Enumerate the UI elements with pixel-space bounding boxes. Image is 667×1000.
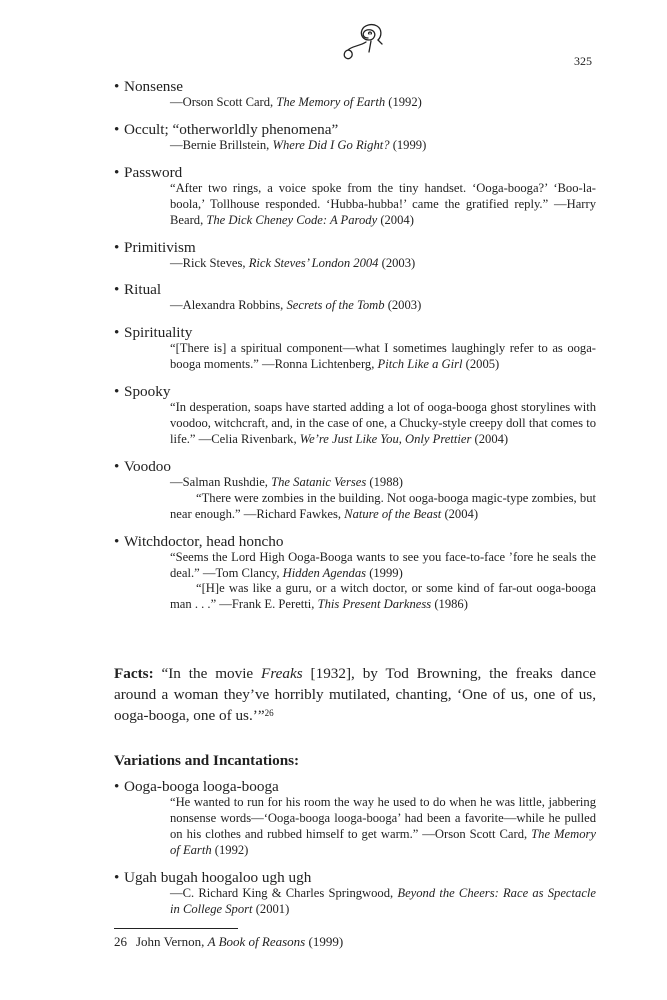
footnote-rule [114,928,238,929]
bullet-icon: • [114,238,120,256]
entry-heading-text: Spirituality [124,324,193,342]
bullet-icon: • [114,120,120,138]
spiral-doodle-icon [338,22,388,64]
citation [170,886,596,918]
citation-title: We’re Just Like You, Only Prettier [299,431,472,446]
citation-title: Rick Steves’ London 2004 [248,255,379,270]
entry [114,324,596,373]
variations-list [114,778,596,927]
facts-film-title: Freaks [261,665,303,682]
citation [170,795,596,859]
citation [170,298,596,314]
facts-text-before: “In the movie [153,665,262,682]
citation [170,138,596,154]
facts-text-after: [1932], by Tod Browning, the freaks dance around a woman they’ve horribly mutilated, chanting, ‘One of us, one of us, ooga-booga, one of us.’” [114,665,596,724]
citation-year: (1999) [389,137,427,152]
entry-heading [114,324,596,341]
citation-year: (1999) [366,565,403,580]
entry-heading [114,164,596,181]
citation-year: (2003) [378,255,416,270]
entry [114,869,596,918]
citation [170,341,596,373]
citation-title: Hidden Agendas [282,565,367,580]
entry-heading-text: Primitivism [124,238,196,256]
entry-heading [114,458,596,475]
citation-year: (1992) [211,842,249,857]
entry [114,281,596,314]
citation-year: (1986) [431,597,468,612]
bullet-icon: • [114,163,120,181]
page-number: 325 [574,54,592,68]
citation-text: —Salman Rushdie, [170,474,272,489]
bullet-icon: • [114,281,120,299]
citation-text: “Seems the Lord High Ooga-Booga wants to see you face-to-face ’fore he seals the deal.” —Tom Clancy, [170,549,596,580]
entry-heading [114,778,596,795]
entry-heading [114,78,596,95]
entry-list [114,78,596,623]
facts-label: Facts: [114,665,154,682]
citation-year: (2003) [384,298,422,313]
citation-title: Pitch Like a Girl [377,357,463,372]
entry-heading [114,533,596,550]
citation-text: “There were zombies in the building. Not ooga-booga magic-type zombies, but near enough.” —Richard Fawkes, [170,490,596,521]
variations-heading: Variations and Incantations: [114,752,300,769]
entry-heading [114,121,596,138]
entry [114,164,596,229]
entry-heading-text: Nonsense [124,78,184,95]
footnote [114,934,343,950]
citation-text: —Rick Steves, [170,255,249,270]
citation-text: —C. Richard King & Charles Springwood, [170,885,398,900]
citation-title: The Dick Cheney Code: A Parody [206,212,378,227]
bullet-icon: • [114,383,120,401]
citation-year: (2005) [462,357,500,372]
entry [114,458,596,523]
entry-heading-text: Ritual [124,281,162,299]
citation [170,550,596,582]
footnote-title: A Book of Reasons [207,934,306,949]
citation-title: Where Did I Go Right? [272,137,390,152]
citation [170,95,596,111]
citation-text: “After two rings, a voice spoke from the tiny handset. ‘Ooga-booga?’ ‘Boo-la-boola,’ Tollhouse responded. ‘Hubba-hubba!’ came the gratified reply.” —Harry Beard, [170,180,596,227]
entry-heading-text: Ooga-booga looga-booga [124,778,279,795]
entry [114,383,596,448]
entry-heading [114,239,596,256]
entry-heading [114,281,596,298]
entry-heading-text: Witchdoctor, head honcho [124,532,284,550]
citation [170,400,596,448]
citation-text: —Bernie Brillstein, [170,137,273,152]
entry-heading-text: Voodoo [124,457,171,475]
bullet-icon: • [114,778,120,795]
footnote-after: (1999) [305,934,344,949]
citation-text: —Alexandra Robbins, [170,298,287,313]
footnote-author: John Vernon, [136,934,208,949]
entry-heading-text: Password [124,163,183,181]
citation-year: (1988) [366,474,403,489]
citation-year: (1992) [385,95,422,109]
entry [114,533,596,614]
citation [170,181,596,229]
citation-text: “In desperation, soaps have started adding a lot of ooga-booga ghost storylines with voodoo, witchcraft, and, in the case of one, a Chucky-style creepy doll that comes to life.” —Celia Rivenbark, [170,400,596,446]
citation-year: (2004) [377,212,414,227]
citation-year: (2001) [252,901,290,916]
bullet-icon: • [114,78,120,95]
citation [170,256,596,272]
entry-heading [114,383,596,400]
entry [114,78,596,111]
bullet-icon: • [114,532,120,550]
citation-title: The Memory of Earth [276,95,386,109]
entry-heading [114,869,596,886]
entry [114,239,596,272]
entry-heading-text: Occult; “otherworldly phenomena” [124,120,339,138]
footnote-reference: 26 [264,708,274,718]
citation-year: (2004) [441,506,479,521]
entry [114,778,596,859]
citation [170,491,596,523]
citation-text: “[There is] a spiritual component—what I sometimes laughingly refer to as ooga-booga moments.” —Ronna Lichtenberg, [170,341,596,372]
footnote-number: 26 [114,934,127,949]
bullet-icon: • [114,457,120,475]
citation [170,475,596,491]
citation-text: —Orson Scott Card, [170,95,277,109]
citation-title: Nature of the Beast [344,506,442,521]
citation-text: “[H]e was like a guru, or a witch doctor, or some kind of far-out ooga-booga man . . .” —Frank E. Peretti, [170,581,596,612]
entry-heading-text: Spooky [124,383,171,401]
bullet-icon: • [114,324,120,342]
citation-title: The Memory of Earth [170,826,596,857]
citation [170,581,596,613]
citation-text: “He wanted to run for his room the way he used to do when he was little, jabbering nonsense words—‘Ooga-booga looga-booga’ had been a favorite—while he pulled on his clothes and rubbed himself to get warm.” —Orson Scott Card, [170,795,596,841]
bullet-icon: • [114,868,120,886]
citation-title: Beyond the Cheers: Race as Spectacle in College Sport [170,885,596,916]
citation-year: (2004) [471,431,509,446]
citation-title: This Present Darkness [317,597,432,612]
citation-title: The Satanic Verses [271,474,367,489]
entry [114,121,596,154]
citation-title: Secrets of the Tomb [286,298,385,313]
entry-heading-text: Ugah bugah hoogaloo ugh ugh [124,868,312,886]
facts-paragraph [114,663,596,726]
